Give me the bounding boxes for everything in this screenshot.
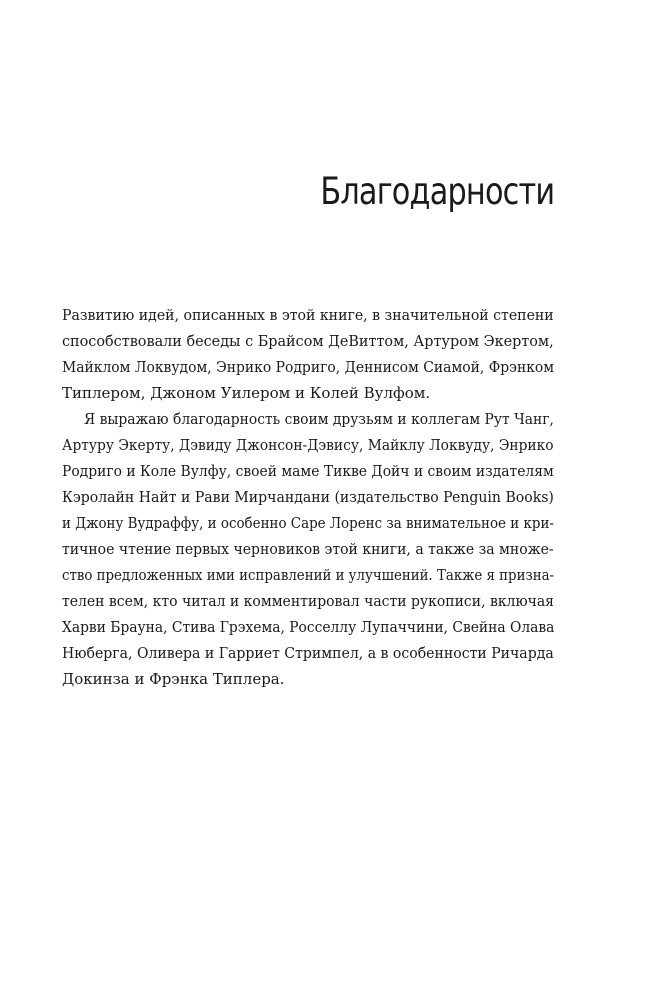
- text-line: Артуру Экерту, Дэвиду Джонсон-Дэвису, Майклу Локвуду, Энрико: [62, 436, 554, 454]
- chapter-title: Благодарности: [320, 170, 554, 213]
- text-line: телен всем, кто читал и комментировал части рукописи, включая: [62, 592, 554, 610]
- text-line: Я выражаю благодарность своим друзьям и коллегам Рут Чанг,: [84, 410, 554, 428]
- text-line: Развитию идей, описанных в этой книге, в значительной степени: [62, 306, 554, 324]
- text-line: ство предложенных ими исправлений и улучшений. Также я призна-: [62, 566, 554, 584]
- text-line: тичное чтение первых черновиков этой книги, а также за множе-: [62, 540, 554, 558]
- paragraph-2: [62, 406, 554, 692]
- text-line: Докинза и Фрэнка Типлера.: [62, 670, 285, 688]
- text-line: и Джону Вудраффу, и особенно Саре Лоренс за внимательное и кри-: [62, 514, 554, 532]
- acknowledgements-text: [62, 302, 554, 692]
- text-line: Харви Брауна, Стива Грэхема, Росселлу Лупаччини, Свейна Олава: [62, 618, 554, 636]
- text-line: Нюберга, Оливера и Гарриет Стримпел, а в особенности Ричарда: [62, 644, 554, 662]
- paragraph-1: [62, 302, 554, 406]
- text-line: Майклом Локвудом, Энрико Родриго, Деннисом Сиамой, Фрэнком: [62, 358, 554, 376]
- text-line: Типлером, Джоном Уилером и Колей Вулфом.: [62, 384, 431, 402]
- text-line: Кэролайн Найт и Рави Мирчандани (издательство Penguin Books): [62, 488, 554, 506]
- text-line: Родриго и Коле Вулфу, своей маме Тикве Дойч и своим издателям: [62, 462, 554, 480]
- text-line: способствовали беседы с Брайсом ДеВиттом, Артуром Экертом,: [62, 332, 554, 350]
